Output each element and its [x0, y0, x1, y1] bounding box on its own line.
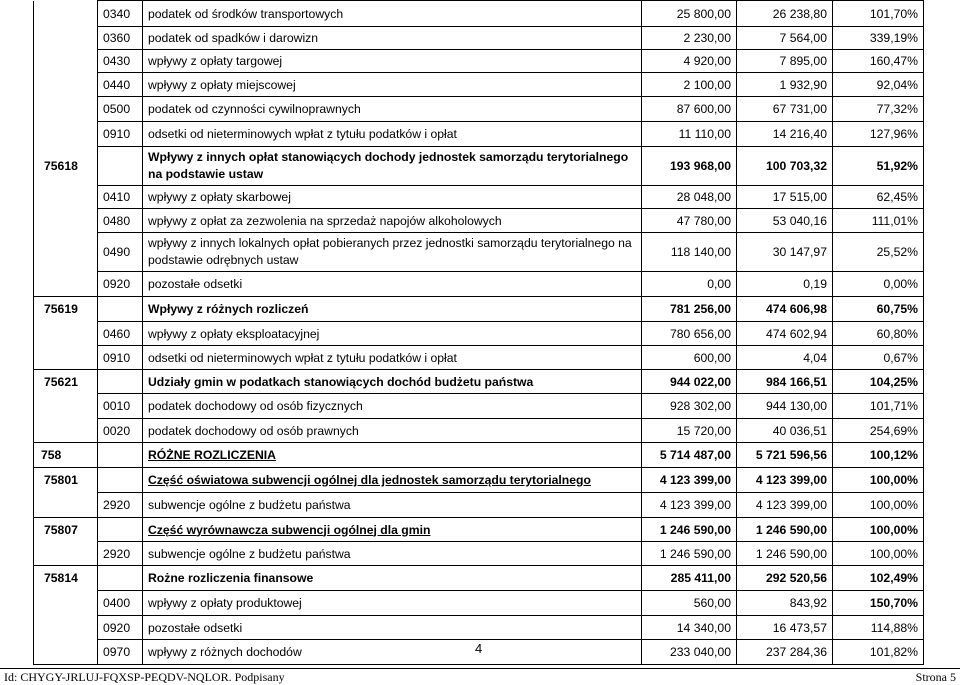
page-number: 4 [475, 641, 483, 656]
footer-document-id: Id: CHYGY-JRLUJ-FQXSP-PEQDV-NQLOR. Podpisany [4, 670, 285, 684]
table-row: 0500 podatek od czynności cywilnoprawnych 87 600,00 67 731,00 77,32% [34, 97, 924, 122]
table-row: 75618 Wpływy z innych opłat stanowiących dochody jednostek samorządu terytorialnego na podstawie ustaw 193 968,00 100 703,32 51,92% [34, 147, 924, 186]
footer-page-label: Strona 5 [915, 670, 956, 684]
table-row: 0970 wpływy z różnych dochodów 233 040,00 237 284,36 101,82% [34, 640, 924, 665]
table-row: 75807 Część wyrównawcza subwencji ogólnej dla gmin 1 246 590,00 1 246 590,00 100,00% [34, 518, 924, 542]
table-row: 75801 Część oświatowa subwencji ogólnej dla jednostek samorządu terytorialnego 4 123 399,00 4 123 399,00 100,00% [34, 468, 924, 493]
table-row: 0460 wpływy z opłaty eksploatacyjnej 780 656,00 474 602,94 60,80% [34, 322, 924, 346]
table-row: 75619 Wpływy z różnych rozliczeń 781 256,00 474 606,98 60,75% [34, 297, 924, 322]
table-row: 75621 Udziały gmin w podatkach stanowiących dochód budżetu państwa 944 022,00 984 166,51 104,25% [34, 370, 924, 394]
table-row: 0440 wpływy z opłaty miejscowej 2 100,00 1 932,90 92,04% [34, 73, 924, 97]
table-row: 0490 wpływy z innych lokalnych opłat pobieranych przez jednostki samorządu terytorialnego na podstawie odrębnych ustaw 118 140,00 30 147,97 25,52% [34, 233, 924, 272]
footer-divider [0, 668, 960, 669]
table-row: 0340 podatek od środków transportowych 25 800,00 26 238,80 101,70% [34, 1, 924, 27]
table-row: 75814 Rożne rozliczenia finansowe 285 411,00 292 520,56 102,49% [34, 566, 924, 591]
table-row: 0910 odsetki od nieterminowych wpłat z tytułu podatków i opłat 600,00 4,04 0,67% [34, 346, 924, 370]
budget-table [33, 0, 924, 665]
table-row: 0360 podatek od spadków i darowizn 2 230,00 7 564,00 339,19% [34, 27, 924, 50]
table-row: 0410 wpływy z opłaty skarbowej 28 048,00 17 515,00 62,45% [34, 186, 924, 209]
table-row: 0430 wpływy z opłaty targowej 4 920,00 7 895,00 160,47% [34, 50, 924, 73]
table-row: 0910 odsetki od nieterminowych wpłat z tytułu podatków i opłat 11 110,00 14 216,40 127,96% [34, 122, 924, 147]
table-row: 0010 podatek dochodowy od osób fizycznych 928 302,00 944 130,00 101,71% [34, 394, 924, 419]
table-row: 0020 podatek dochodowy od osób prawnych 15 720,00 40 036,51 254,69% [34, 419, 924, 443]
table-row: 758 RÓŻNE ROZLICZENIA 5 714 487,00 5 721 596,56 100,12% [34, 443, 924, 468]
table-row: 0480 wpływy z opłat za zezwolenia na sprzedaż napojów alkoholowych 47 780,00 53 040,16 111,01% [34, 209, 924, 233]
table-row: 0920 pozostałe odsetki 14 340,00 16 473,57 114,88% [34, 616, 924, 640]
table-row: 2920 subwencje ogólne z budżetu państwa 1 246 590,00 1 246 590,00 100,00% [34, 542, 924, 566]
table-row: 0920 pozostałe odsetki 0,00 0,19 0,00% [34, 272, 924, 297]
table-row: 2920 subwencje ogólne z budżetu państwa 4 123 399,00 4 123 399,00 100,00% [34, 493, 924, 518]
table-row: 0400 wpływy z opłaty produktowej 560,00 843,92 150,70% [34, 591, 924, 616]
